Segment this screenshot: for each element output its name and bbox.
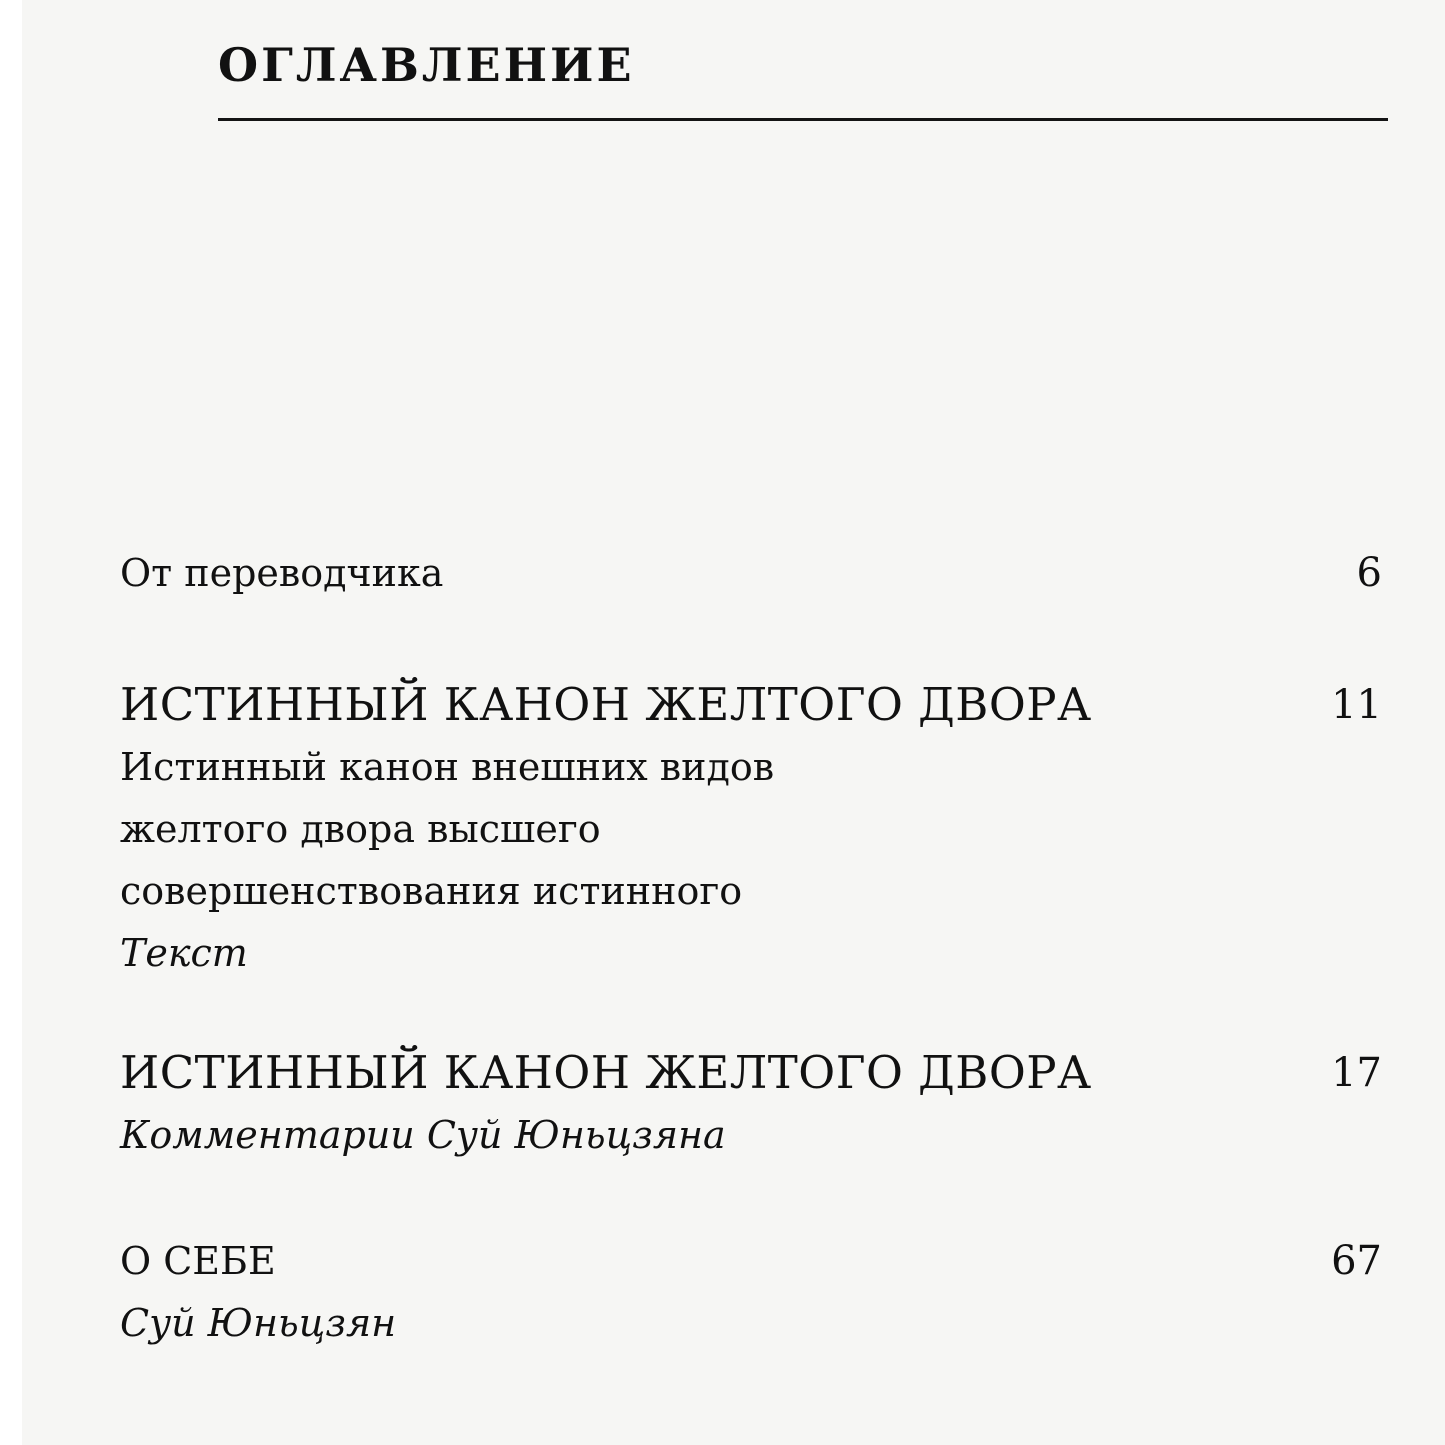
toc-entry-canon-text [120, 674, 1382, 984]
toc-entry-note: Комментарии Суй Юньцзяна [120, 1113, 726, 1157]
page-title: ОГЛАВЛЕНИЕ [218, 38, 635, 92]
toc-entry-note: Текст [120, 931, 248, 975]
toc-entry-subtitle-line: совершенствования истинного [120, 869, 743, 913]
toc-entry-note: Суй Юньцзян [120, 1301, 397, 1345]
toc-entry-title: ИСТИННЫЙ КАНОН ЖЕЛТОГО ДВОРА [120, 1046, 1092, 1099]
toc-entry-canon-commentary [120, 1042, 1382, 1166]
toc-entry-about-self [120, 1230, 1382, 1354]
toc-entry-translator [120, 542, 1382, 604]
title-underline [218, 118, 1388, 121]
toc-page-number: 67 [1331, 1238, 1382, 1284]
toc-page-number: 17 [1331, 1050, 1382, 1096]
toc-page-number: 11 [1331, 682, 1382, 728]
toc-entry-title: ИСТИННЫЙ КАНОН ЖЕЛТОГО ДВОРА [120, 678, 1092, 731]
toc-page-number: 6 [1356, 550, 1382, 596]
toc-entry-subtitle-line: Истинный канон внешних видов [120, 745, 775, 789]
toc-entry-subtitle-line: желтого двора высшего [120, 807, 601, 851]
toc-entry-title: О СЕБЕ [120, 1239, 276, 1283]
toc-entry-title: От переводчика [120, 551, 444, 595]
